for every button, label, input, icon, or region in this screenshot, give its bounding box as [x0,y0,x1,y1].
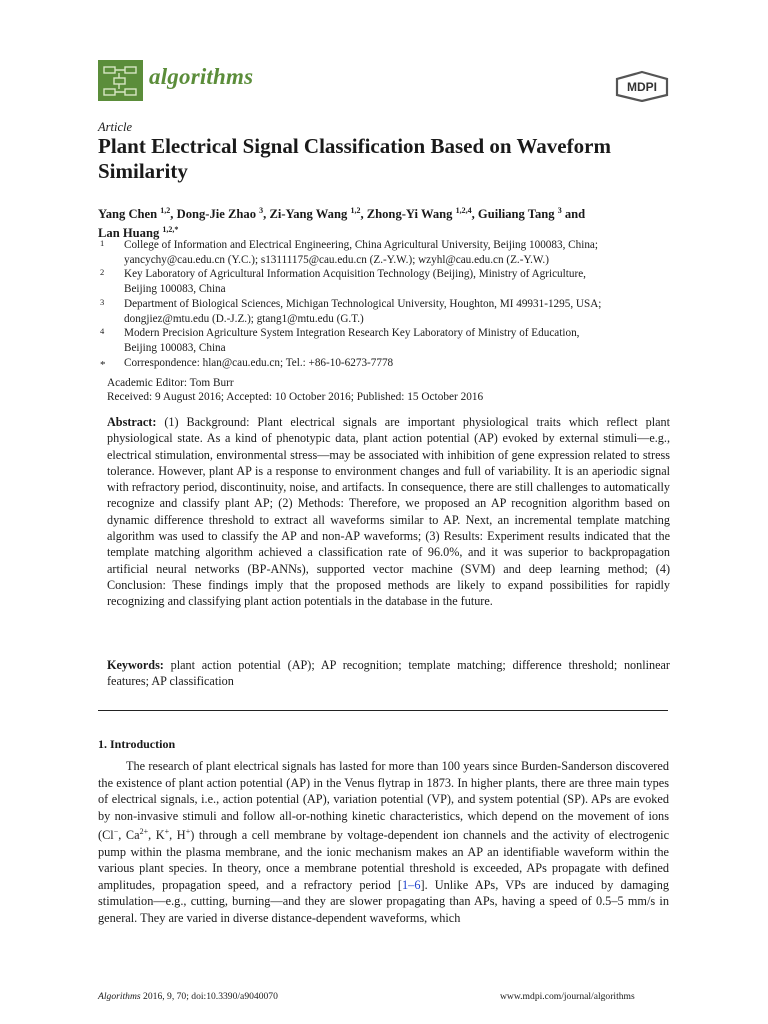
abstract-label: Abstract: [107,415,157,429]
journal-name: algorithms [149,64,254,89]
keywords-text: plant action potential (AP); AP recognition; template matching; difference threshold; nonlinear features; AP classification [107,658,670,689]
section-heading: 1. Introduction [98,737,176,751]
footer-url[interactable]: www.mdpi.com/journal/algorithms [500,991,635,1002]
section-divider [98,710,668,711]
keywords-label: Keywords: [107,658,164,672]
paper-title: Plant Electrical Signal Classification Based on Waveform Similarity [98,134,611,183]
academic-editor: Academic Editor: Tom Burr [107,377,234,389]
algorithms-logo-icon [98,60,143,101]
author-list: Yang Chen $^{1,2}$, Dong-Jie Zhao $^3$, Zi-Yang Wang $^{1,2}$, Zhong-Yi Wang $^{1,2,4}$, Guiliang Tang $^3$ and Lan Huang $^{1,2,*}$ [98,206,586,241]
citation-link[interactable]: 1–6 [402,877,421,892]
footer-citation: Algorithms 2016, 9, 70; doi:10.3390/a9040070 [98,991,278,1002]
keywords [107,657,670,690]
journal-logo [98,60,143,101]
abstract [107,414,670,610]
intro-paragraph: The research of plant electrical signals has lasted for more than 100 years since Burden-Sanderson discovered the existence of plant action potential (AP) in the Venus flytrap in 1873. In higher plants, there are three main types of electrical signals, i.e., action potential (AP), variation potential (VP), and system potential (SP). APs are evoked by non-invasive stimuli and follow all-or-nothing kinetic characteristics, which depend on the movement of ions (Cl−, $Ca^{2+}$, K+, H+) through a cell membrane by voltage-dependent ion channels and the activity of electrogenic pump within the plasma membrane, and the ionic mechanism makes an AP an identifiable waveform within the various plant species. In theory, once a membrane potential threshold is exceeded, APs propagate with defined amplitudes, propagation speed, and a refractory period [1–6]. Unlike APs, VPs are induced by damaging stimulation—e.g., cutting, burning—and they are slower propagating than APs, having a speed of 0.5–5 mm/s in general. They are varied in diverse distance-dependent waveforms, which [98,759,670,925]
publisher-logo [612,70,672,107]
abstract-text: (1) Background: Plant electrical signals are important physiological traits which reflect plant physiological state. As a kind of phenotypic data, plant action potential (AP) evoked by external stimuli—e.g., electrical stimulation, environmental stress—may be associated with inhibition of gene expression related to stress tolerance. However, plant AP is a response to environment changes and full of variability. It is an aperiodic signal with refractory period, discontinuity, noise, and artifacts. In consequence, there are still challenges to automatically recognize and classify plant AP; (2) Methods: Therefore, we proposed an AP recognition algorithm based on dynamic difference threshold to extract all waveforms similar to AP. Next, an incremental template matching algorithm was used to classify the AP and non-AP waveforms; (3) Results: Experiment results indicated that the template matching algorithm achieved a classification rate of 96.0%, and it was superior to backpropagation artificial neural networks (BP-ANNs), supported vector machine (SVM) and deep learning method; (4) Conclusion: These findings imply that the proposed methods are likely to expand possibilities for rapidly recognizing and classifying plant action potentials in the database in the future. [107,415,670,609]
publisher-name: MDPI [627,80,657,94]
publication-dates: Received: 9 August 2016; Accepted: 10 October 2016; Published: 15 October 2016 [107,391,484,403]
article-type: Article [98,120,133,134]
